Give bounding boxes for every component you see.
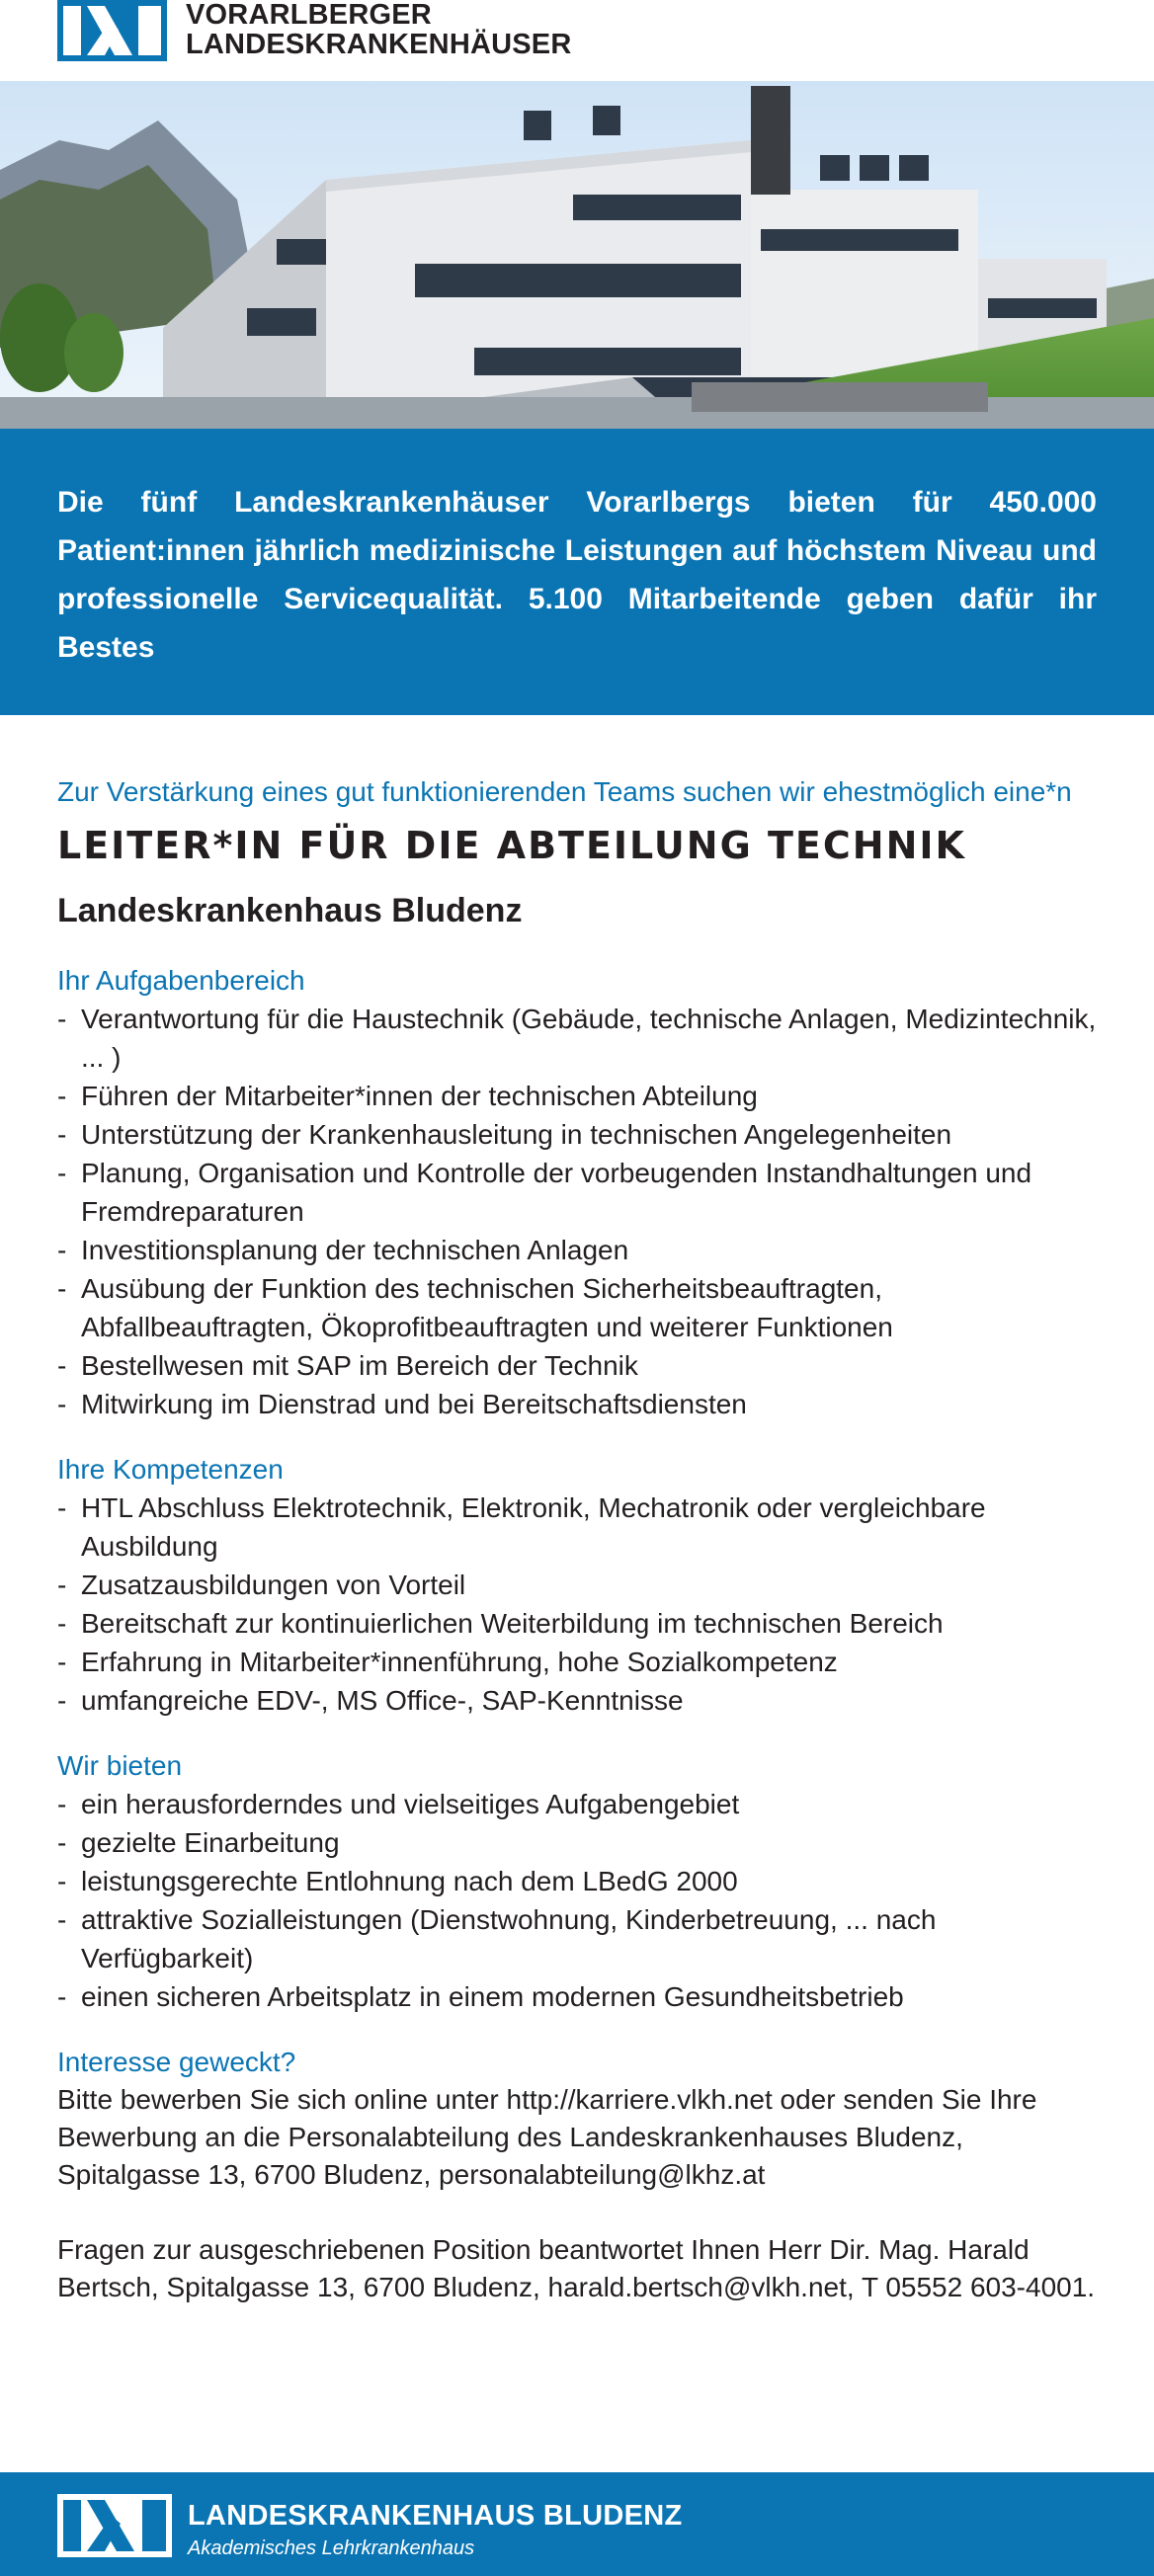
competences-title: Ihre Kompetenzen: [57, 1454, 284, 1485]
footer-logo-mark-icon: [57, 2494, 172, 2557]
list-item: - Zusatzausbildungen von Vorteil: [57, 1566, 1105, 1604]
tasks-section: [57, 962, 1105, 1423]
job-posting: [57, 772, 1105, 2306]
list-item: - leistungsgerechte Entlohnung nach dem LBedG 2000: [57, 1862, 1105, 1900]
list-item: - Bereitschaft zur kontinuierlichen Weiterbildung im technischen Bereich: [57, 1604, 1105, 1643]
list-item: - Investitionsplanung der technischen Anlagen: [57, 1231, 1105, 1269]
contact-title: Interesse geweckt?: [57, 2047, 296, 2077]
list-item: - Ausübung der Funktion des technischen Sicherheitsbeauftragten, Abfallbeauftragten, Ökoprofitbeauftragten und weiterer Funktionen: [57, 1269, 1105, 1346]
offer-list: [57, 1785, 1105, 2016]
job-location: Landeskrankenhaus Bludenz: [57, 892, 523, 929]
list-item: - Verantwortung für die Haustechnik (Gebäude, technische Anlagen, Medizintechnik, ... ): [57, 1000, 1105, 1077]
footer-subtitle: Akademisches Lehrkrankenhaus: [188, 2537, 475, 2559]
logo-mark-icon: [57, 0, 167, 61]
list-item: - Planung, Organisation und Kontrolle der vorbeugenden Instandhaltungen und Fremdreparaturen: [57, 1154, 1105, 1231]
list-item: - umfangreiche EDV-, MS Office-, SAP-Kenntnisse: [57, 1681, 1105, 1720]
offer-section: [57, 1747, 1105, 2016]
list-item: - attraktive Sozialleistungen (Dienstwohnung, Kinderbetreuung, ... nach Verfügbarkeit): [57, 1900, 1105, 1977]
offer-title: Wir bieten: [57, 1750, 183, 1781]
footer-band: [0, 2472, 1154, 2576]
list-item: - gezielte Einarbeitung: [57, 1823, 1105, 1862]
list-item: - ein herausforderndes und vielseitiges Aufgabengebiet: [57, 1785, 1105, 1823]
questions-text: Fragen zur ausgeschriebenen Position beantwortet Ihnen Herr Dir. Mag. Harald Bertsch, Spitalgasse 13, 6700 Bludenz, harald.bertsch@vlkh.net, T 05552 603-4001.: [57, 2234, 1096, 2302]
logo-line-1: VORARLBERGER: [186, 0, 432, 31]
footer-hospital-name: LANDESKRANKENHAUS BLUDENZ: [188, 2500, 683, 2532]
logo-wordmark: [186, 0, 572, 59]
list-item: - Unterstützung der Krankenhausleitung in technischen Angelegenheiten: [57, 1115, 1105, 1154]
list-item: - Bestellwesen mit SAP im Bereich der Technik: [57, 1346, 1105, 1385]
header-logo: [57, 0, 611, 69]
list-item: - Erfahrung in Mitarbeiter*innenführung, hohe Sozialkompetenz: [57, 1643, 1105, 1681]
competences-section: [57, 1451, 1105, 1720]
job-title: LEITER*IN FÜR DIE ABTEILUNG TECHNIK: [57, 824, 966, 867]
apply-text: Bitte bewerben Sie sich online unter http://karriere.vlkh.net oder senden Sie Ihre Bewerbung an die Personalabteilung des Landeskrankenhauses Bludenz, Spitalgasse 13, 6700 Bludenz, personalabteilung@lkhz.at: [57, 2084, 1037, 2190]
list-item: - Führen der Mitarbeiter*innen der technischen Abteilung: [57, 1077, 1105, 1115]
list-item: - Mitwirkung im Dienstrad und bei Bereitschaftsdiensten: [57, 1385, 1105, 1423]
hospital-building-photo: [0, 81, 1154, 429]
contact-section: [57, 2044, 1105, 2306]
job-lead: Zur Verstärkung eines gut funktionierenden Teams suchen wir ehestmöglich eine*n: [57, 776, 1072, 807]
intro-band: [0, 429, 1154, 715]
list-item: - einen sicheren Arbeitsplatz in einem modernen Gesundheitsbetrieb: [57, 1977, 1105, 2016]
tasks-title: Ihr Aufgabenbereich: [57, 965, 305, 996]
intro-text: Die fünf Landeskrankenhäuser Vorarlbergs bieten für 450.000 Patient:innen jährlich medizinische Leistungen auf höchstem Niveau und professionelle Servicequalität. 5.100 Mitarbeitende geben dafür ihr Bestes: [57, 486, 1097, 664]
tasks-list: [57, 1000, 1105, 1423]
competences-list: [57, 1489, 1105, 1720]
logo-line-2: LANDESKRANKENHÄUSER: [186, 29, 572, 60]
list-item: - HTL Abschluss Elektrotechnik, Elektronik, Mechatronik oder vergleichbare Ausbildung: [57, 1489, 1105, 1566]
